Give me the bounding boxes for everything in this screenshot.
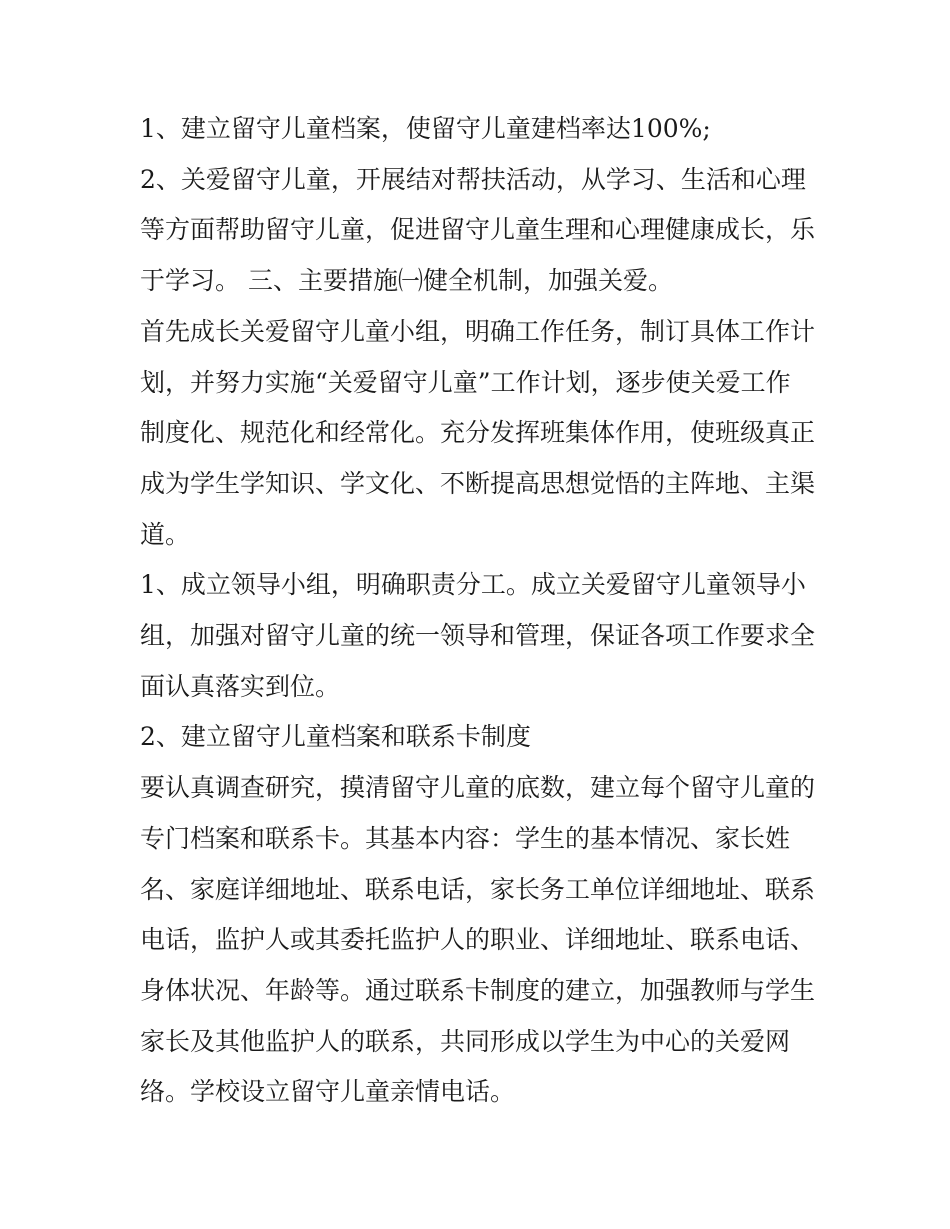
- paragraph-leadership-group: 1、成立领导小组，明确职责分工。成立关爱留守儿童领导小组，加强对留守儿童的统一领导和管理，保证各项工作要求全面认真落实到位。: [140, 570, 816, 701]
- document-body: [140, 104, 815, 1118]
- paragraph-archive-details: 要认真调查研究，摸清留守儿童的底数，建立每个留守儿童的专门档案和联系卡。其基本内容：学生的基本情况、家长姓名、家庭详细地址、联系电话，家长务工单位详细地址、联系电话，监护人或其委托监护人的职业、详细地址、联系电话、身体状况、年龄等。通过联系卡制度的建立，加强教师与学生家长及其他监护人的联系，共同形成以学生为中心的关爱网络。学校设立留守儿童亲情电话。: [140, 773, 816, 1107]
- paragraph-measures-intro: 首先成长关爱留守儿童小组，明确工作任务，制订具体工作计划，并努力实施“关爱留守儿童”工作计划，逐步使关爱工作制度化、规范化和经常化。充分发挥班集体作用，使班级真正成为学生学知识、学文化、不断提高思想觉悟的主阵地、主渠道。: [140, 316, 816, 549]
- paragraph-goal-1: 1、建立留守儿童档案，使留守儿童建档率达100%;: [140, 114, 711, 143]
- paragraph-goal-2: 2、关爱留守儿童，开展结对帮扶活动，从学习、生活和心理等方面帮助留守儿童，促进留守儿童生理和心理健康成长，乐于学习。 三、主要措施㈠健全机制，加强关爱。: [140, 164, 816, 296]
- paragraph-archive-heading: 2、建立留守儿童档案和联系卡制度: [140, 722, 531, 752]
